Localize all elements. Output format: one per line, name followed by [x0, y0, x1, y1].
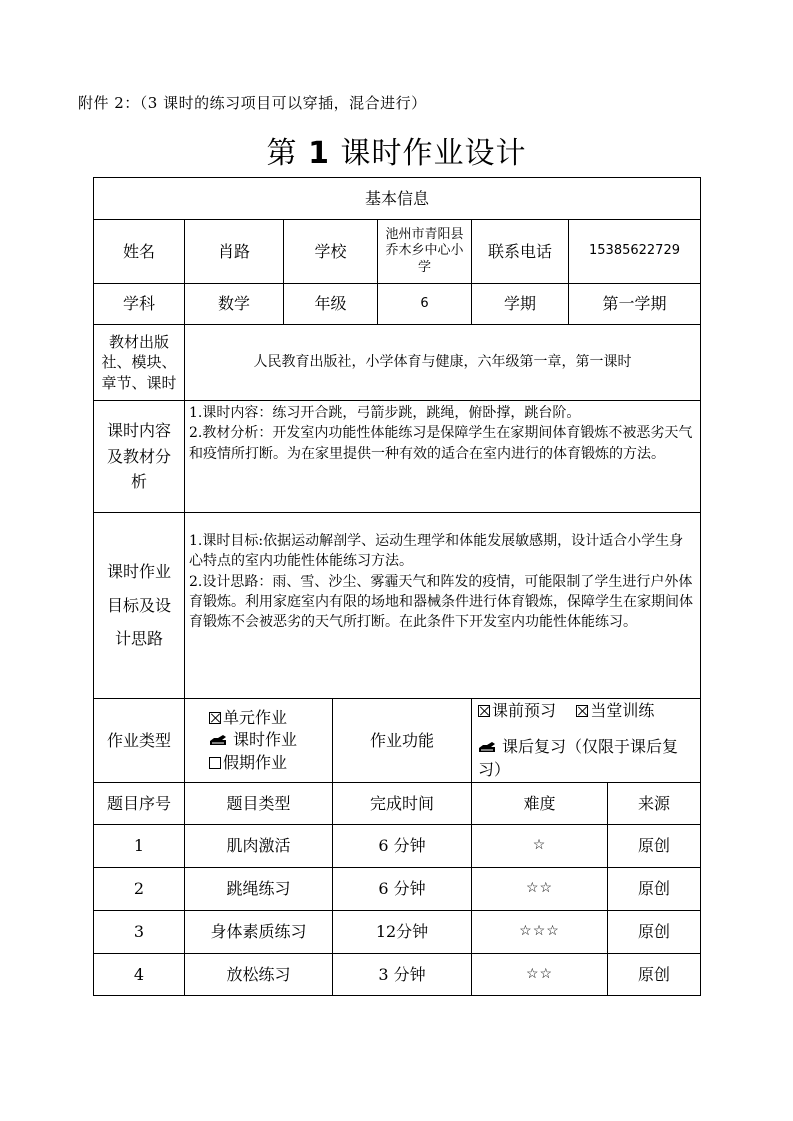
content-label: 课时内容及教材分析 [94, 401, 185, 513]
table-row [94, 825, 701, 868]
row-time: 12分钟 [333, 911, 472, 954]
row-no: 3 [94, 911, 185, 954]
attachment-note: 附件 2：（3 课时的练习项目可以穿插，混合进行） [78, 94, 427, 112]
title-number: 1 [308, 136, 330, 171]
function-option-inclass: 当堂训练 [576, 700, 654, 722]
grade-label: 年级 [284, 284, 378, 325]
items-header-difficulty: 难度 [472, 783, 608, 825]
row-no: 4 [94, 954, 185, 996]
row-source: 原创 [608, 911, 701, 954]
row-no: 2 [94, 868, 185, 911]
items-header-no: 题目序号 [94, 783, 185, 825]
row-source: 原创 [608, 868, 701, 911]
function-option-review: 课后复习（仅限于课后复习） [478, 737, 679, 779]
content-line-1: 1.课时内容：练习开合跳，弓箭步跳，跳绳，俯卧撑，跳台阶。 [189, 405, 581, 421]
type-option-unit: 单元作业 [187, 707, 330, 729]
school-label: 学校 [284, 220, 378, 284]
textbook-label: 教材出版社、模块、章节、课时 [94, 325, 185, 401]
function-option-preview: 课前预习 [478, 700, 556, 722]
row-difficulty: ☆ [472, 825, 608, 868]
subject-value: 数学 [185, 284, 284, 325]
name-label: 姓名 [94, 220, 185, 284]
row-type: 放松练习 [185, 954, 333, 996]
row-type: 跳绳练习 [185, 868, 333, 911]
title-prefix: 第 [266, 136, 298, 171]
items-header-source: 来源 [608, 783, 701, 825]
type-options [185, 699, 333, 783]
grade-value: 6 [378, 284, 472, 325]
type-label: 作业类型 [94, 699, 185, 783]
items-header-type: 题目类型 [185, 783, 333, 825]
row-time: 6 分钟 [333, 868, 472, 911]
name-value: 肖路 [185, 220, 284, 284]
basic-info-header: 基本信息 [94, 178, 701, 220]
checked-box-icon [478, 705, 490, 717]
textbook-value: 人民教育出版社，小学体育与健康，六年级第一章，第一课时 [185, 325, 701, 401]
row-time: 6 分钟 [333, 825, 472, 868]
table-row [94, 868, 701, 911]
table-row [94, 954, 701, 996]
row-time: 3 分钟 [333, 954, 472, 996]
term-label: 学期 [472, 284, 569, 325]
checked-box-icon [576, 705, 588, 717]
content-cell [185, 401, 701, 513]
unchecked-box-icon [209, 757, 221, 769]
row-difficulty: ☆☆☆ [472, 911, 608, 954]
type-option-holiday: 假期作业 [187, 752, 330, 774]
row-source: 原创 [608, 954, 701, 996]
hand-checkmark-icon [478, 741, 496, 753]
row-source: 原创 [608, 825, 701, 868]
goal-label: 课时作业目标及设计思路 [94, 513, 185, 699]
function-options [472, 699, 701, 783]
checked-box-icon [209, 712, 221, 724]
subject-label: 学科 [94, 284, 185, 325]
items-header-time: 完成时间 [333, 783, 472, 825]
row-no: 1 [94, 825, 185, 868]
goal-cell [185, 513, 701, 699]
row-difficulty: ☆☆ [472, 954, 608, 996]
hand-checkmark-icon [209, 734, 227, 746]
type-option-lesson: 课时作业 [187, 729, 330, 751]
term-value: 第一学期 [569, 284, 701, 325]
phone-value: 15385622729 [569, 220, 701, 284]
function-label: 作业功能 [333, 699, 472, 783]
page-title [0, 128, 793, 172]
goal-line-2: 2.设计思路：雨、雪、沙尘、雾霾天气和阵发的疫情，可能限制了学生进行户外体育锻炼。利用家庭室内有限的场地和器械条件进行体育锻炼，保障学生在家期间体育锻炼不会被恶劣的天气所打断。在此条件下开发室内功能性体能练习。 [189, 573, 693, 631]
content-line-2: 2.教材分析：开发室内功能性体能练习是保障学生在家期间体育锻炼不被恶劣天气和疫情所打断。为在家里提供一种有效的适合在室内进行的体育锻炼的方法。 [189, 425, 693, 462]
goal-line-1: 1.课时目标:依据运动解剖学、运动生理学和体能发展敏感期，设计适合小学生身心特点的室内功能性体能练习方法。 [189, 533, 684, 570]
table-row [94, 911, 701, 954]
row-type: 肌肉激活 [185, 825, 333, 868]
homework-design-table [93, 177, 701, 996]
school-value: 池州市青阳县乔木乡中心小学 [378, 220, 472, 284]
title-suffix: 课时作业设计 [340, 136, 527, 171]
phone-label: 联系电话 [472, 220, 569, 284]
row-type: 身体素质练习 [185, 911, 333, 954]
row-difficulty: ☆☆ [472, 868, 608, 911]
